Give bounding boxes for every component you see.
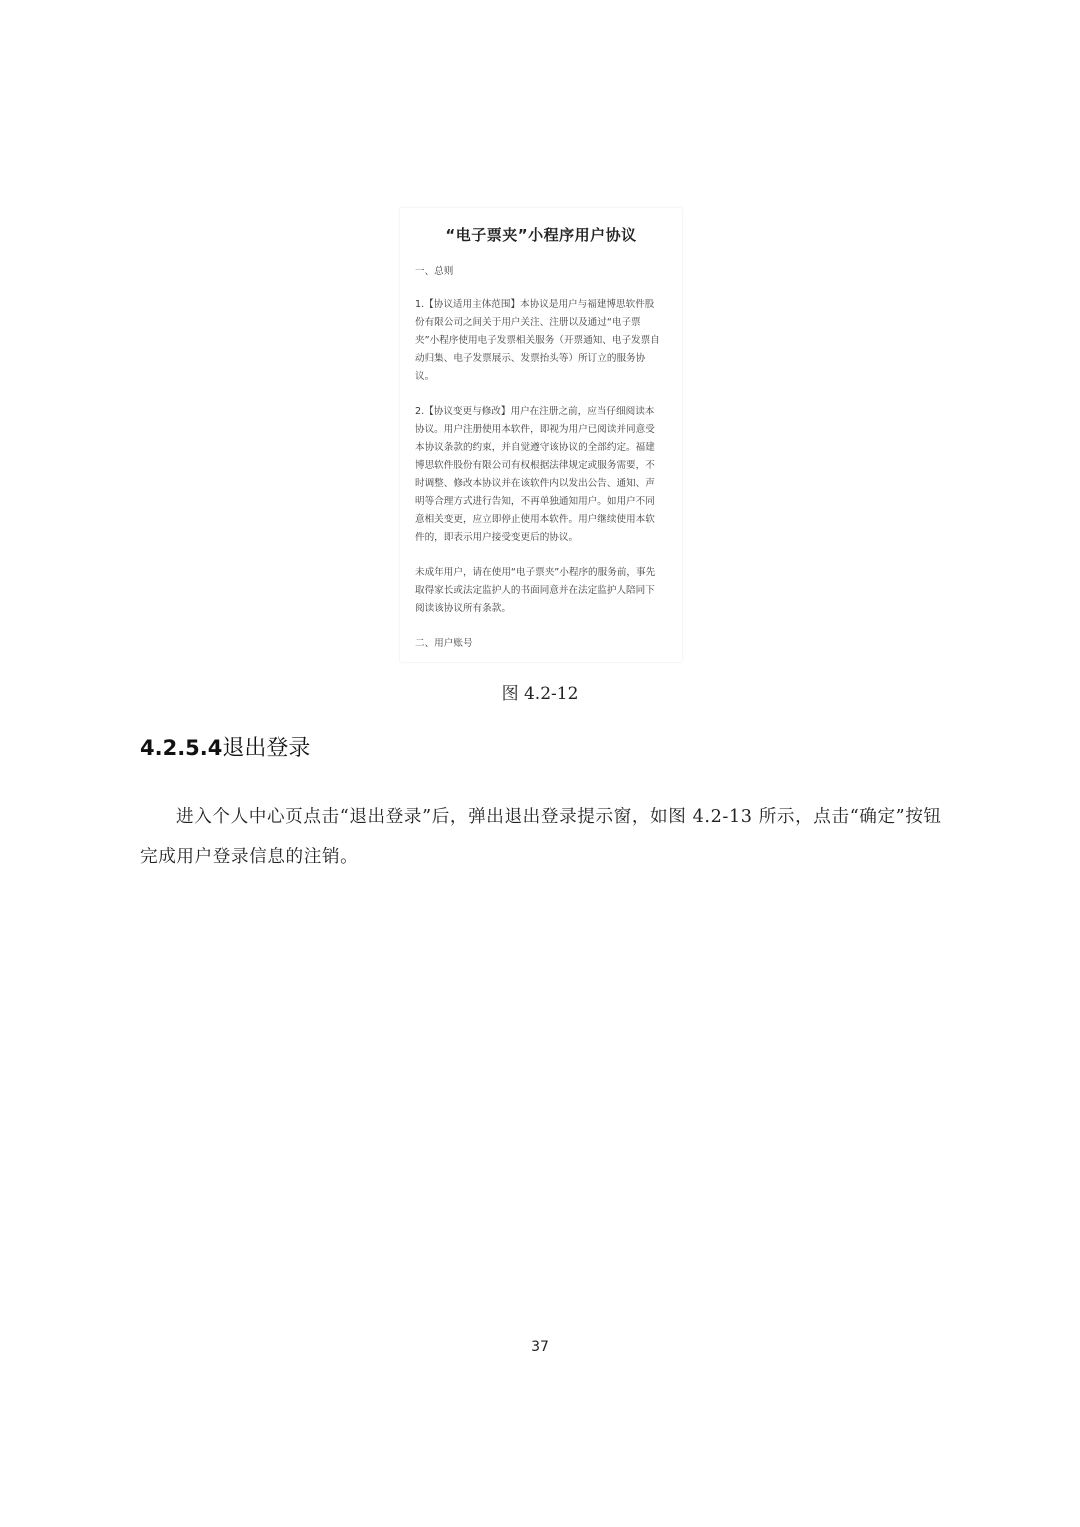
body-paragraph: 进入个人中心页点击“退出登录”后，弹出退出登录提示窗，如图 4.2-13 所示，点击“确定”按钮完成用户登录信息的注销。 [140, 807, 942, 867]
agreement-clause-1: 1.【协议适用主体范围】本协议是用户与福建博思软件股份有限公司之间关于用户关注、注册以及通过“电子票夹”小程序使用电子发票相关服务（开票通知、电子发票自动归集、电子发票展示、发票抬头等）所订立的服务协议。 [415, 299, 660, 382]
section-heading [140, 731, 310, 762]
section-number: 4.2.5.4 [140, 736, 223, 760]
page-number: 37 [531, 1339, 549, 1355]
agreement-screenshot [400, 208, 682, 662]
agreement-body [415, 263, 663, 662]
agreement-clause-2: 2.【协议变更与修改】用户在注册之前，应当仔细阅读本协议。用户注册使用本软件，即视为用户已阅读并同意受本协议条款的约束，并自觉遵守该协议的全部约定。福建博思软件股份有限公司有权根据法律规定或服务需要，不时调整、修改本协议并在该软件内以发出公告、通知、声明等合理方式进行告知，不再单独通知用户。如用户不同意相关变更，应立即停止使用本软件。用户继续使用本软件的，即表示用户接受变更后的协议。 [415, 406, 655, 543]
section-title: 退出登录 [222, 736, 311, 761]
agreement-section1-heading: 一、总则 [415, 266, 454, 277]
agreement-section2-heading: 二、用户账号 [415, 638, 473, 649]
agreement-title: “电子票夹”小程序用户协议 [445, 226, 637, 244]
figure-caption: 图 4.2-12 [501, 684, 579, 704]
agreement-minor-notice: 未成年用户，请在使用“电子票夹”小程序的服务前，事先取得家长或法定监护人的书面同意并在法定监护人陪同下阅读该协议所有条款。 [415, 567, 656, 614]
